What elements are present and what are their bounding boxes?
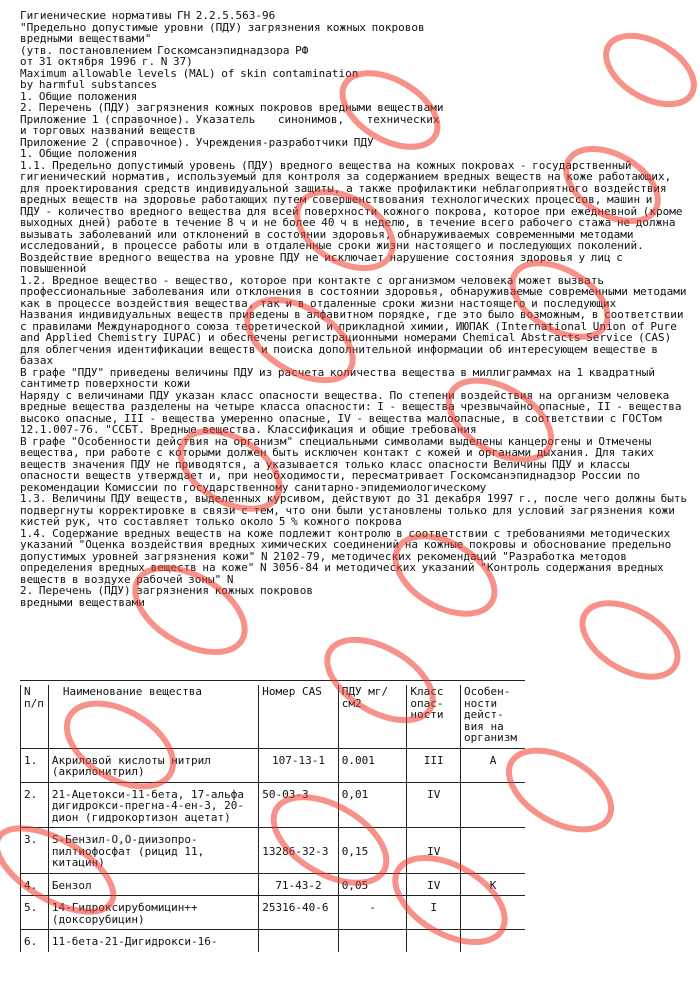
cell-class [407,930,461,952]
paragraph: В графе "ПДУ" приведены величины ПДУ из расчета количества вещества в миллиграммах на 1 квадратный сантиметр поверхности кожи [20,365,656,390]
cell-num: 1. [21,748,49,782]
header-line: "Предельно допустимые уровни (ПДУ) загрязнения кожных покровов [20,20,425,34]
col-header-features: Особен- ности дейст- вия на организм [461,685,525,748]
table-header-row [21,685,526,748]
header-line: вредными веществами" [20,32,152,45]
cell-features [461,896,525,930]
table-row [21,873,526,896]
section-heading: 2. Перечень (ПДУ) загрязнения кожных покровов [20,584,314,597]
cell-features: К [461,873,525,896]
cell-name: 11-бета-21-Дигидрокси-16- [48,930,258,952]
toc-item[interactable]: Приложение 2 (справочное). Учреждения-разработчики ПДУ [20,135,374,149]
cell-name: Акриловой кислоты нитрил (акрилонитрил) [48,748,258,782]
cell-class: IV [407,828,461,874]
cell-features [461,828,525,874]
toc-item[interactable]: 2. Перечень (ПДУ) загрязнения кожных покровов вредными веществами [20,101,444,114]
toc-item[interactable]: 1. Общие положения [20,89,138,103]
cell-pdu: - [338,896,407,930]
cell-class: I [407,896,461,930]
cell-features [461,782,525,828]
cell-pdu [338,930,407,952]
col-header-class: Класс опас- ности [407,685,461,748]
section-heading: вредными веществами [20,595,145,609]
paragraph: 1.1. Предельно допустимый уровень (ПДУ) вредного вещества на кожных покровах - государственный гигиенический норматив, используемый для контроля за содержанием вредных веществ на коже работающих, для проектирования средств индивидуальной защиты, а также профилактики неблагоприятного воздействия вредных веществ на здоровье работающих путем совершенствования технологических процессов, машин и [20,158,672,206]
paragraph: 1.2. Вредное вещество - вещество, которое при контакте с организмом человека может вызвать профессиональные заболевания или отклонения в состоянии здоровья, обнаруживаемые современными методами как в процессе воздействия вещества, так и в отдаленные сроки жизни настоящего и последующих [20,273,687,310]
table-row [21,828,526,874]
cell-cas: 71-43-2 [259,873,338,896]
toc-item[interactable]: и торговых названий веществ [20,124,196,137]
cell-class: IV [407,782,461,828]
header-line: от 31 октября 1996 г. N 37) [20,55,193,68]
paragraph: Названия индивидуальных веществ приведены в алфавитном порядке, где это было возможным, в соответствии с правилами Международного союза теоретической и прикладной химии, ИЮПАК (International Union of Pure and Applied Chemistry IUPAC) и обеспечены регистрационными номерами Chemical Abstracts Service (CAS) для облегчения идентификации веществ и поиска дополнительной информации об интересующем веществе в базах [20,308,684,367]
substances-table [20,685,525,952]
cell-features [461,930,525,952]
cell-pdu: 0,01 [338,782,407,828]
cell-pdu: 0.001 [338,748,407,782]
header-line: (утв. постановлением Госкомсанэпиднадзора РФ [20,43,309,57]
paragraph: 1.4. Содержание вредных веществ на коже подлежит контролю в соответствии с требованиями методических указаний "Оценка воздействия вредных химических соединений на кожные покровы и обоснование предельно допустимых уровней загрязнения кожи" N 2102-79, методических рекомендаций "Разработка методов определения вредных веществ на коже" N 3056-84 и методических указаний "Контроль содержания вредных веществ в воздухе рабочей зоны" N [20,526,672,586]
cell-class: IV [407,873,461,896]
col-header-num: N п/п [21,685,49,748]
cell-num: 5. [21,896,49,930]
cell-name: S-Бензил-O,O-диизопро- пилтиофосфат (рицид 11, китацин) [48,828,258,874]
table-row [21,782,526,828]
paragraph: ПДУ - количество вредного вещества для всей поверхности кожного покрова, которое при ежедневной (кроме выходных дней) работе в течение 8 ч и не более 40 ч в неделю, в течение всего рабочего стажа не должна вызывать заболеваний или отклонений в состоянии здоровья, обнаруживаемых современными методами исследований, в процессе работы или в отдаленные сроки жизни настоящего и последующих поколений. Воздействие вредного вещества на уровне ПДУ не исключает нарушение состояния здоровья у лиц с повышенной [20,204,683,275]
cell-class: III [407,748,461,782]
cell-num: 4. [21,873,49,896]
paragraph: В графе "Особенности действия на организм" специальными символами выделены канцерогены и Отмечены вещества, при работе с которыми должен быть исключен контакт с кожей и органами дыхания. Для таких веществ значения ПДУ не приводятся, а указывается только класс опасности Величины ПДУ и классы опасности веществ утверждает и, при необходимости, пересматривает Госкомсанэпиднадзор России по рекомендации Комиссии по государственному санитарно-эпидемиологическому [20,434,655,494]
col-header-pdu: ПДУ мг/см2 [338,685,407,748]
header-line: Гигиенические нормативы ГН 2.2.5.563-96 [20,9,276,22]
header-line: by harmful substances [20,78,158,91]
cell-cas [259,930,338,952]
cell-cas: 25316-40-6 [259,896,338,930]
toc-item[interactable]: Приложение 1 (справочное). Указатель синонимов, технических [20,112,440,126]
table-row [21,896,526,930]
table-row [21,748,526,782]
header-line: Maximum allowable levels (MAL) of skin contamination [20,66,359,80]
cell-num: 2. [21,782,49,828]
cell-name: 21-Ацетокси-11-бета, 17-альфа дигидрокси-прегна-4-ен-3, 20-дион (гидрокортизон ацетат) [48,782,258,828]
substances-table-wrap [20,680,525,952]
paragraph: 1.3. Величины ПДУ веществ, выделенных курсивом, действуют до 31 декабря 1997 г., после чего должны быть подвергнуты корректировке в связи с тем, что они были установлены только для условий загрязнения кожи кистей рук, что составляет только около 5 % кожного покрова [20,492,688,528]
document-body [20,10,690,608]
table-row [21,930,526,952]
cell-num: 6. [21,930,49,952]
cell-pdu: 0,05 [338,873,407,896]
section-heading: 1. Общие положения [20,147,138,160]
cell-name: 14-Гидроксирубомицин++ (доксорубицин) [48,896,258,930]
cell-cas: 13286-32-3 [259,828,338,874]
cell-cas: 50-03-3 [259,782,338,828]
cell-cas: 107-13-1 [259,748,338,782]
cell-features: А [461,748,525,782]
paragraph: Наряду с величинами ПДУ указан класс опасности вещества. По степени воздействия на организм человека вредные вещества разделены на четыре класса опасности: I - вещества чрезвычайно опасные, II - вещества высоко опасные, III - вещества умеренно опасные, IV - вещества малоопасные, в соответствии с ГОСТом 12.1.007-76. "ССБТ. Вредные вещества. Классификация и общие требования [20,388,682,436]
col-header-name: Наименование вещества [48,685,258,748]
cell-pdu: 0,15 [338,828,407,874]
cell-name: Бензол [48,873,258,896]
col-header-cas: Номер CAS [259,685,338,748]
cell-num: 3. [21,828,49,874]
